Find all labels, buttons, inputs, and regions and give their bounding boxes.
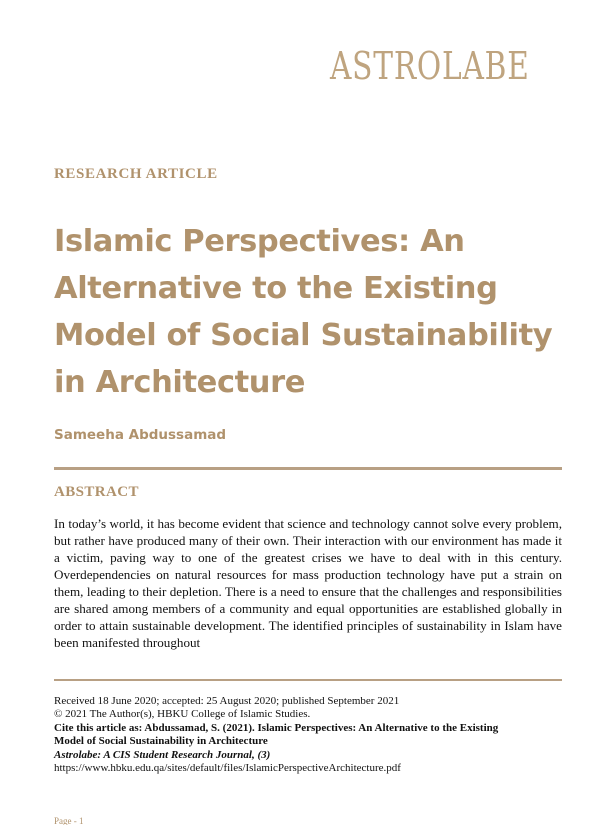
- journal-logo: ASTROLABE: [330, 44, 530, 88]
- article-metadata: [54, 695, 569, 775]
- abstract-text: In today’s world, it has become evident that science and technology cannot solve every problem, but rather have produced many of their own. Their interaction with our environment has made it a victim, paving way to one of the greatest crises we have to deal with in this century. Overdependencies on natural resources for mass production technology have put a strain on them, leading to their depletion. There is a need to ensure that the challenges and responsibilities are shared among members of a community and equal opportunities are established globally in order to attain sustainable development. The identified principles of sustainability in Islam have been manifested throughout: [54, 516, 562, 650]
- article-url[interactable]: https://www.hbku.edu.qa/sites/default/files/IslamicPerspectiveArchitecture.pdf: [54, 762, 401, 775]
- publication-dates: Received 18 June 2020; accepted: 25 August 2020; published September 2021: [54, 695, 400, 707]
- journal-reference: Astrolabe: A CIS Student Research Journal, (3): [54, 748, 271, 761]
- article-title: Islamic Perspectives: An Alternative to the Existing Model of Social Sustainability in Architecture: [54, 224, 553, 400]
- abstract-heading: ABSTRACT: [54, 484, 139, 500]
- citation-line-1: Cite this article as: Abdussamad, S. (2021). Islamic Perspectives: An Alternative to the Existing: [54, 721, 499, 734]
- copyright-notice: © 2021 The Author(s), HBKU College of Islamic Studies.: [54, 708, 311, 721]
- article-type-label: RESEARCH ARTICLE: [54, 166, 218, 182]
- author-name: Sameeha Abdussamad: [54, 427, 227, 443]
- citation-line-2: Model of Social Sustainability in Architecture: [54, 735, 268, 748]
- divider-top: [54, 467, 562, 470]
- page-number: Page - 1: [54, 816, 84, 825]
- divider-bottom: [54, 679, 562, 681]
